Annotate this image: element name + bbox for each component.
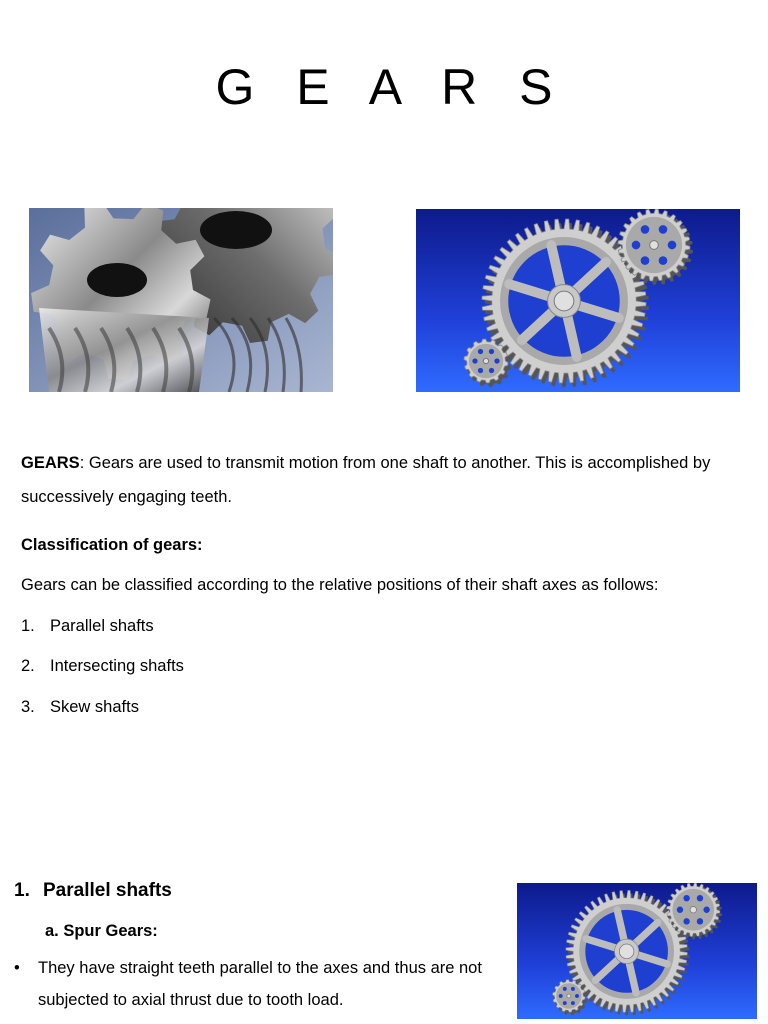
sub-heading: a. Spur Gears: xyxy=(45,922,158,940)
list-item xyxy=(21,690,139,724)
list-item xyxy=(21,649,184,683)
helical-gears-image xyxy=(29,208,333,392)
list-number: 1. xyxy=(21,617,35,635)
bullet-icon: • xyxy=(14,959,20,977)
bullet-item xyxy=(14,952,504,1016)
section-number: 1. xyxy=(14,880,30,901)
list-number: 3. xyxy=(21,698,35,716)
list-label: Intersecting shafts xyxy=(50,657,184,675)
list-label: Parallel shafts xyxy=(50,617,154,635)
spur-gears-image-small xyxy=(517,883,757,1019)
page-title: G E A R S xyxy=(215,59,567,115)
intro-paragraph xyxy=(21,446,761,514)
list-number: 2. xyxy=(21,657,35,675)
classification-description: Gears can be classified according to the relative positions of their shaft axes as follows: xyxy=(21,576,659,594)
bullet-text: They have straight teeth parallel to the axes and thus are not subjected to axial thrust due to tooth load. xyxy=(38,959,482,1009)
classification-heading: Classification of gears: xyxy=(21,536,203,554)
list-label: Skew shafts xyxy=(50,698,139,716)
list-item xyxy=(21,609,154,643)
section-heading xyxy=(14,874,172,908)
spur-gears-image xyxy=(416,209,740,392)
intro-lead: GEARS xyxy=(21,454,80,472)
section-title: Parallel shafts xyxy=(43,880,172,901)
intro-text: : Gears are used to transmit motion from one shaft to another. This is accomplished by successively engaging teeth. xyxy=(21,454,711,506)
